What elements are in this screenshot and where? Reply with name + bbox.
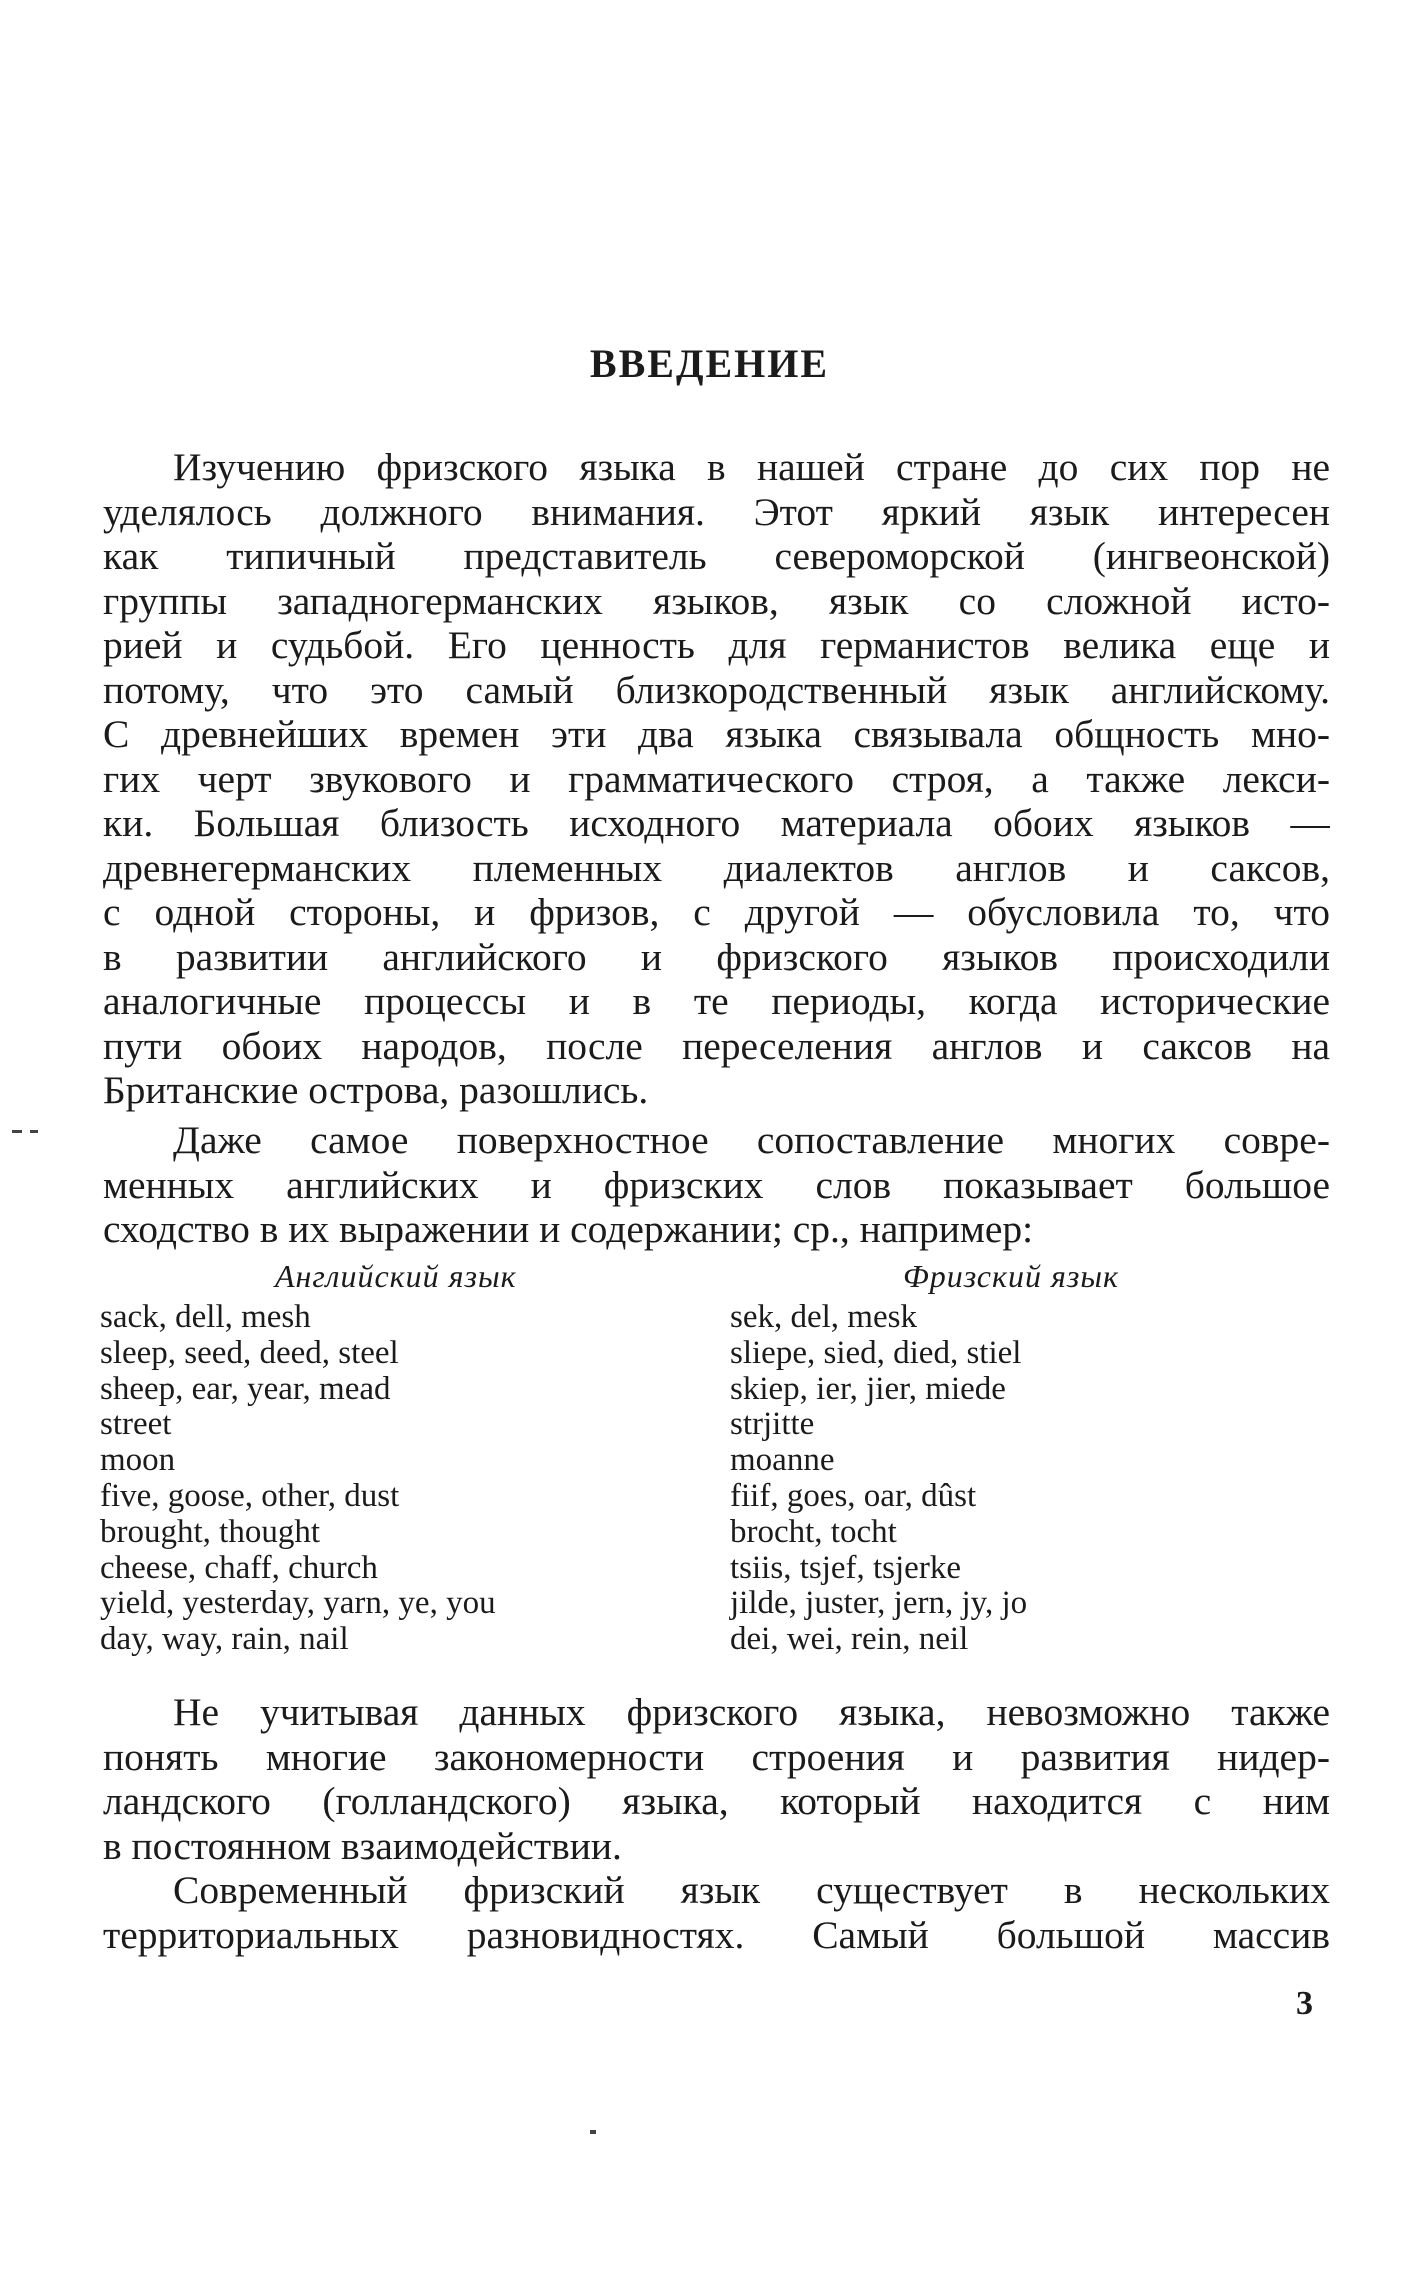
english-word-row: sheep, ear, year, mead	[100, 1370, 391, 1407]
text-line: территориальных разновидностях. Самый большой массив	[103, 1912, 1330, 1957]
english-word-row: yield, yesterday, yarn, ye, you	[100, 1585, 496, 1622]
frisian-word-row: fiif, goes, oar, dûst	[730, 1477, 977, 1514]
text-line: в постоянном взаимодействии.	[103, 1823, 622, 1868]
english-column	[100, 1258, 660, 1658]
scan-speck	[30, 1130, 38, 1133]
english-word-row: day, way, rain, nail	[100, 1621, 349, 1658]
text-line: уделялось должного внимания. Этот яркий язык интересен	[103, 489, 1330, 534]
english-word-row: brought, thought	[100, 1513, 320, 1550]
chapter-title: ВВЕДЕНИЕ	[589, 341, 830, 386]
text-line: с одной стороны, и фризов, с другой — обусловила то, что	[103, 890, 1330, 934]
frisian-word-row: tsiis, tsjef, tsjerke	[730, 1549, 961, 1586]
english-word-row: street	[100, 1406, 172, 1443]
text-line: группы западногерманских языков, язык со сложной исто-	[103, 578, 1330, 623]
text-line: ки. Большая близость исходного материала обоих языков —	[103, 801, 1330, 845]
intro-paragraph-2	[103, 1118, 1330, 1252]
frisian-word-row: sek, del, mesk	[730, 1299, 917, 1335]
text-line: гих черт звукового и грамматического строя, а также лекси-	[103, 756, 1330, 801]
english-column-header: Английский язык	[275, 1258, 517, 1294]
text-line: С древнейших времен эти два языка связывала общность мно-	[103, 712, 1330, 756]
frisian-word-row: jilde, juster, jern, jy, jo	[730, 1585, 1028, 1622]
text-line: в развитии английского и фризского языков происходили	[103, 934, 1330, 979]
page-number: 3	[1296, 1985, 1313, 2022]
text-line: ландского (голландского) языка, который находится с ним	[103, 1779, 1330, 1823]
english-word-row: sleep, seed, deed, steel	[100, 1334, 399, 1371]
scan-speck	[590, 2130, 596, 2134]
frisian-column-header: Фризский язык	[903, 1258, 1119, 1294]
text-line: древнегерманских племенных диалектов англов и саксов,	[103, 845, 1330, 890]
scan-speck	[12, 1130, 22, 1133]
frisian-word-row: brocht, tocht	[730, 1513, 897, 1550]
intro-paragraph-4	[103, 1868, 1330, 1957]
text-line: потому, что это самый близкородственный язык английскому.	[103, 667, 1330, 712]
text-line: как типичный представитель североморской (ингвеонской)	[103, 534, 1330, 578]
text-line: Британские острова, разошлись.	[103, 1068, 649, 1112]
frisian-column	[730, 1258, 1290, 1658]
text-line: менных английских и фризских слов показывает большое	[103, 1162, 1330, 1207]
text-line: сходство в их выражении и содержании; ср., например:	[103, 1207, 1034, 1251]
intro-paragraph-1	[103, 445, 1330, 1113]
text-line: рией и судьбой. Его ценность для германистов велика еще и	[103, 623, 1330, 667]
frisian-word-row: skiep, ier, jier, miede	[730, 1370, 1006, 1407]
intro-paragraph-3	[103, 1690, 1330, 1868]
english-word-row: moon	[100, 1442, 176, 1479]
frisian-word-row: strjitte	[730, 1406, 815, 1443]
text-line: пути обоих народов, после переселения англов и саксов на	[103, 1023, 1330, 1068]
text-line: Изучению фризского языка в нашей стране до сих пор не	[173, 445, 1330, 489]
frisian-word-row: moanne	[730, 1442, 835, 1479]
frisian-word-row: dei, wei, rein, neil	[730, 1621, 969, 1658]
text-line: понять многие закономерности строения и развития нидер-	[103, 1734, 1330, 1779]
frisian-word-row: sliepe, sied, died, stiel	[730, 1334, 1022, 1371]
text-line: Не учитывая данных фризского языка, невозможно также	[173, 1690, 1330, 1734]
english-word-row: five, goose, other, dust	[100, 1477, 400, 1514]
text-line: Современный фризский язык существует в нескольких	[173, 1868, 1330, 1912]
english-word-row: sack, dell, mesh	[100, 1299, 311, 1335]
text-line: аналогичные процессы и в те периоды, когда исторические	[103, 979, 1330, 1023]
word-comparison-table	[100, 1258, 1340, 1678]
text-line: Даже самое поверхностное сопоставление многих совре-	[173, 1118, 1330, 1162]
english-word-row: cheese, chaff, church	[100, 1549, 378, 1586]
